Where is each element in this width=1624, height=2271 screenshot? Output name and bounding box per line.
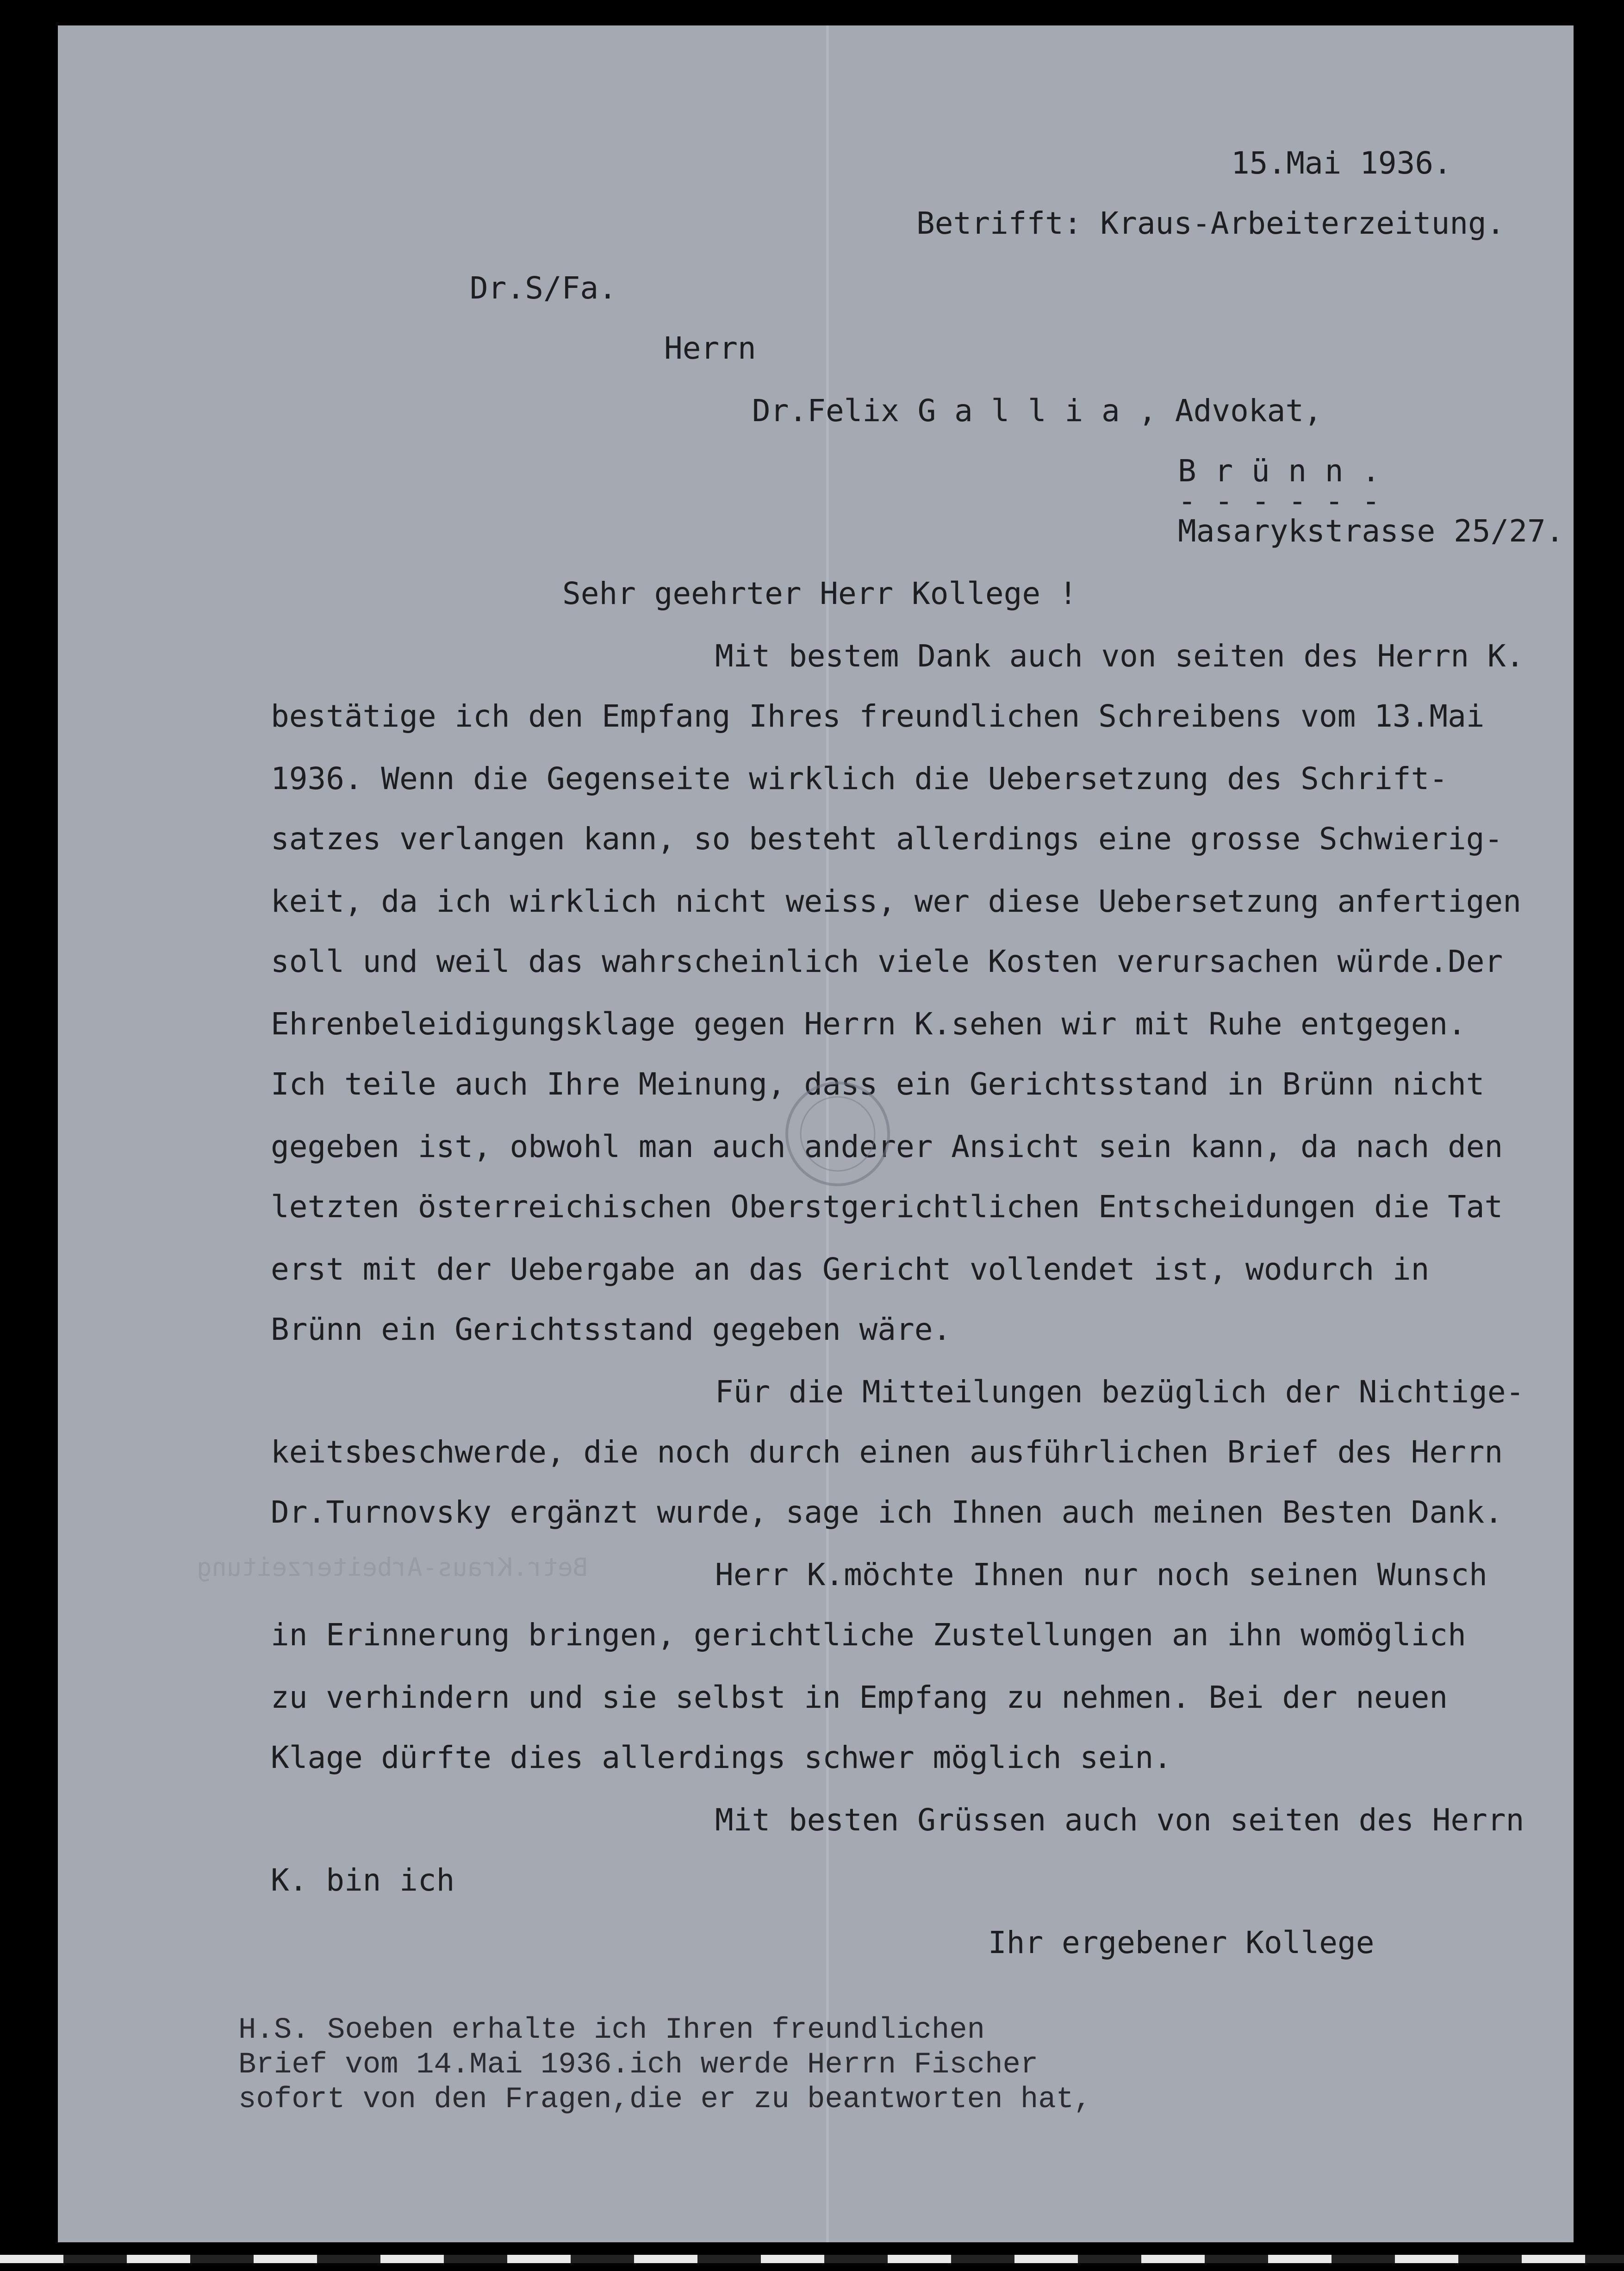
scale-segment: [888, 2255, 951, 2263]
letter-sheet: [58, 25, 1574, 2242]
scale-segment: [571, 2255, 634, 2263]
scale-segment: [190, 2255, 254, 2263]
body-line: Herr K.möchte Ihnen nur noch seinen Wunsch: [715, 1557, 1487, 1593]
scale-segment: [824, 2255, 888, 2263]
recipient-salutation: Herrn: [664, 330, 756, 366]
scale-segment: [634, 2255, 697, 2263]
postscript-line: Brief vom 14.Mai 1936.ich werde Herrn Fischer: [238, 2048, 1039, 2082]
body-line: in Erinnerung bringen, gerichtliche Zustellungen an ihn womöglich: [271, 1617, 1466, 1653]
scale-segment: [1014, 2255, 1078, 2263]
body-line: Dr.Turnovsky ergänzt wurde, sage ich Ihnen auch meinen Besten Dank.: [271, 1494, 1503, 1530]
scale-segment: [1332, 2255, 1395, 2263]
scale-segment: [317, 2255, 380, 2263]
scale-segment: [63, 2255, 127, 2263]
body-line: Mit bestem Dank auch von seiten des Herrn K.: [715, 638, 1524, 674]
body-line: erst mit der Uebergabe an das Gericht vollendet ist, wodurch in: [271, 1251, 1430, 1287]
scale-segment: [1585, 2255, 1624, 2263]
scale-segment: [1395, 2255, 1458, 2263]
scale-segment: [761, 2255, 824, 2263]
body-line: Brünn ein Gerichtsstand gegeben wäre.: [271, 1312, 952, 1347]
body-line: K. bin ich: [271, 1862, 455, 1898]
scale-segment: [127, 2255, 190, 2263]
body-line: Mit besten Grüssen auch von seiten des Herrn: [715, 1802, 1524, 1838]
greeting: Sehr geehrter Herr Kollege !: [562, 576, 1077, 611]
letter-subject: Betrifft: Kraus-Arbeiterzeitung.: [916, 205, 1505, 241]
body-line: satzes verlangen kann, so besteht allerdings eine grosse Schwierig-: [271, 821, 1503, 857]
show-through-text: Betr.Kraus-Arbeiterzeitung: [197, 1553, 588, 1582]
body-line: Klage dürfte dies allerdings schwer möglich sein.: [271, 1740, 1172, 1775]
body-line: gegeben ist, obwohl man auch anderer Ansicht sein kann, da nach den: [271, 1129, 1503, 1164]
body-line: zu verhindern und sie selbst in Empfang zu nehmen. Bei der neuen: [271, 1680, 1448, 1715]
scale-segment: [1078, 2255, 1141, 2263]
body-line: soll und weil das wahrscheinlich viele Kosten verursachen würde.Der: [271, 944, 1503, 979]
scale-segment: [254, 2255, 317, 2263]
archive-stamp-icon: [780, 1076, 896, 1192]
scale-segment: [697, 2255, 761, 2263]
recipient-street: Masarykstrasse 25/27.: [1178, 513, 1564, 549]
recipient-city: B r ü n n .: [1178, 453, 1381, 489]
postscript-line: sofort von den Fragen,die er zu beantworten hat,: [238, 2083, 1092, 2116]
scale-segment: [951, 2255, 1014, 2263]
body-line: 1936. Wenn die Gegenseite wirklich die Uebersetzung des Schrift-: [271, 761, 1448, 796]
reference-code: Dr.S/Fa.: [470, 270, 617, 306]
scale-segment: [1268, 2255, 1332, 2263]
body-line: bestätige ich den Empfang Ihres freundlichen Schreibens vom 13.Mai: [271, 698, 1485, 734]
postscript-line: H.S. Soeben erhalte ich Ihren freundlichen: [238, 2014, 985, 2047]
body-line: keitsbeschwerde, die noch durch einen ausführlichen Brief des Herrn: [271, 1434, 1503, 1470]
scale-segment: [380, 2255, 444, 2263]
scale-segment: [1522, 2255, 1585, 2263]
letter-date: 15.Mai 1936.: [1231, 145, 1452, 181]
scale-segment: [1458, 2255, 1522, 2263]
scale-segment: [0, 2255, 63, 2263]
body-line: Ich teile auch Ihre Meinung, dass ein Gerichtsstand in Brünn nicht: [271, 1066, 1485, 1102]
scale-segment: [1205, 2255, 1268, 2263]
scale-segment: [444, 2255, 507, 2263]
body-line: letzten österreichischen Oberstgerichtlichen Entscheidungen die Tat: [271, 1189, 1503, 1225]
body-line: Für die Mitteilungen bezüglich der Nichtige-: [715, 1374, 1524, 1410]
closing: Ihr ergebener Kollege: [988, 1925, 1375, 1960]
scale-segment: [507, 2255, 571, 2263]
scan-scale-bar: [0, 2229, 1624, 2271]
body-line: keit, da ich wirklich nicht weiss, wer diese Uebersetzung anfertigen: [271, 884, 1522, 919]
body-line: Ehrenbeleidigungsklage gegen Herrn K.sehen wir mit Ruhe entgegen.: [271, 1006, 1466, 1042]
scale-segment: [1141, 2255, 1205, 2263]
recipient-name: Dr.Felix G a l l i a , Advokat,: [752, 393, 1322, 429]
recipient-city-underline: - - - - - -: [1178, 483, 1381, 519]
